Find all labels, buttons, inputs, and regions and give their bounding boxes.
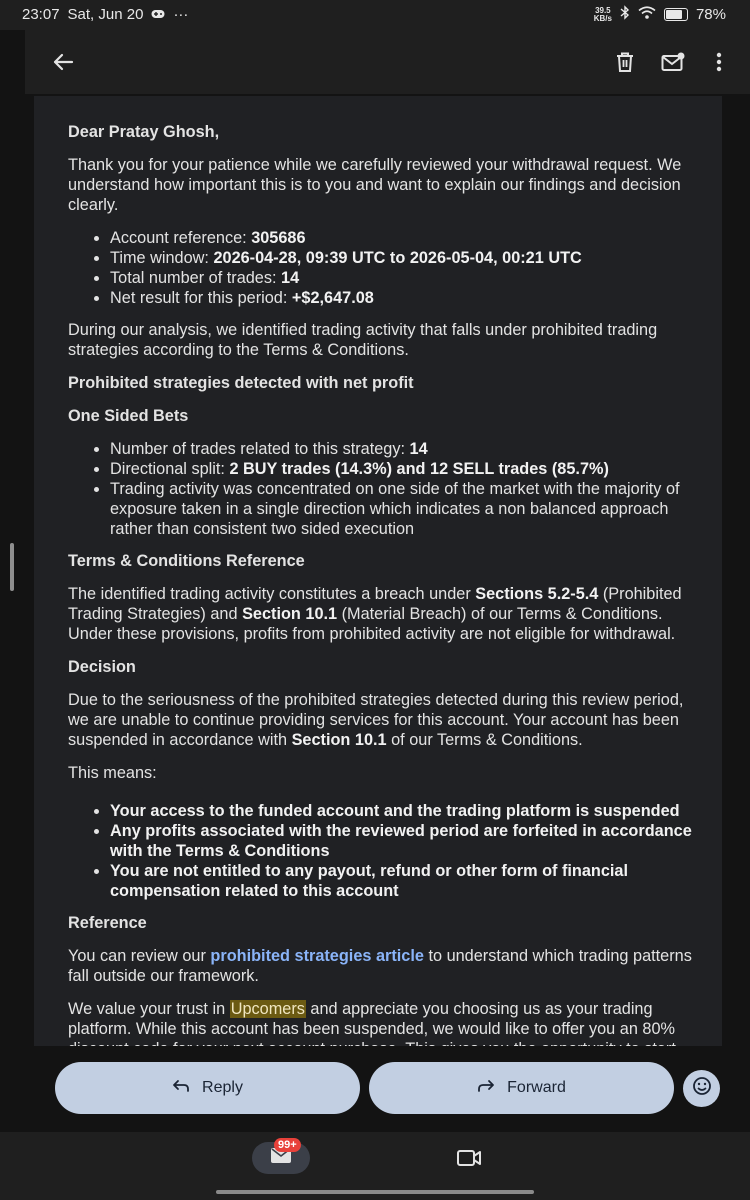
unread-badge: 99+ — [274, 1138, 301, 1152]
decision-paragraph: Due to the seriousness of the prohibited strategies detected during this review period, we are unable to continue providing services for this account. Your account has been suspended in accordance with Section 10.1 of our Terms & Conditions. — [68, 691, 684, 749]
heading-reference: Reference — [68, 914, 147, 932]
list-item: • Your access to the funded account and the trading platform is suspended — [110, 801, 702, 821]
bluetooth-icon — [620, 5, 630, 24]
action-bar — [0, 1046, 750, 1130]
forward-label: Forward — [507, 1079, 566, 1096]
forward-icon — [477, 1079, 495, 1098]
game-controller-icon — [151, 6, 165, 23]
reply-label: Reply — [202, 1079, 243, 1096]
more-vertical-icon[interactable] — [701, 44, 737, 80]
emoji-reaction-button[interactable] — [683, 1070, 720, 1107]
list-item: • Total number of trades: 14 — [110, 268, 702, 288]
prohibited-strategies-link[interactable]: prohibited strategies article — [210, 947, 424, 965]
strategy-list — [68, 439, 702, 539]
scroll-indicator[interactable] — [10, 543, 14, 591]
battery-level: 78% — [695, 6, 726, 23]
app-bar — [25, 30, 750, 94]
email-body[interactable] — [34, 96, 722, 1046]
this-means: This means: — [68, 764, 157, 782]
list-item: • Directional split: 2 BUY trades (14.3%) and 12 SELL trades (85.7%) — [110, 459, 702, 479]
list-item: • Time window: 2026-04-28, 09:39 UTC to 2026-05-04, 00:21 UTC — [110, 248, 702, 268]
trash-icon[interactable] — [607, 44, 643, 80]
list-item: • Trading activity was concentrated on one side of the market with the majority of exposure taken in a single direction which indicates a non balanced approach rather than consistent two sided execution — [110, 479, 702, 539]
list-item: • Any profits associated with the reviewed period are forfeited in accordance with the Terms & Conditions — [110, 821, 702, 861]
list-item: • Account reference: 305686 — [110, 228, 702, 248]
reference-paragraph: You can review our prohibited strategies article to understand which trading patterns fall outside our framework. — [68, 947, 692, 985]
reply-icon — [172, 1079, 190, 1098]
heading-terms: Terms & Conditions Reference — [68, 552, 305, 570]
terms-paragraph: The identified trading activity constitutes a breach under Sections 5.2-5.4 (Prohibited Trading Strategies) and Section 10.1 (Material Breach) of our Terms & Conditions. Under these provisions, profits from prohibited activity are not eligible for withdrawal. — [68, 585, 682, 643]
reply-button[interactable] — [55, 1062, 360, 1114]
list-item: • Number of trades related to this strategy: 14 — [110, 439, 702, 459]
status-date: Sat, Jun 20 — [67, 6, 144, 23]
greeting: Dear Pratay Ghosh, — [68, 123, 220, 141]
analysis-paragraph: During our analysis, we identified trading activity that falls under prohibited trading strategies according to the Terms & Conditions. — [68, 321, 658, 359]
list-item: • You are not entitled to any payout, refund or other form of financial compensation related to this account — [110, 861, 702, 901]
heading-prohibited: Prohibited strategies detected with net profit — [68, 374, 414, 392]
heading-one-sided: One Sided Bets — [68, 407, 189, 425]
arrow-left-icon[interactable] — [45, 44, 81, 80]
network-speed: 39.5 KB/s — [593, 5, 612, 23]
wifi-icon — [638, 6, 656, 23]
video-camera-icon — [456, 1155, 482, 1172]
mail-dot-icon[interactable] — [655, 44, 691, 80]
status-bar — [0, 0, 750, 30]
closing-paragraph: We value your trust in Upcomers and appreciate you choosing us as your trading platform. While this account has been suspended, we would like to offer you an 80% — [68, 1000, 675, 1038]
consequences-list — [68, 801, 702, 901]
smiley-icon — [692, 1076, 712, 1101]
intro-paragraph: Thank you for your patience while we carefully reviewed your withdrawal request. We understand how important this is to you and want to explain our findings and decision clearly. — [68, 156, 682, 214]
highlighted-term: Upcomers — [230, 1000, 305, 1018]
list-item: • Net result for this period: +$2,647.08 — [110, 288, 702, 308]
account-summary-list — [68, 228, 702, 308]
battery-icon — [664, 8, 688, 21]
home-indicator[interactable] — [216, 1190, 534, 1194]
heading-decision: Decision — [68, 658, 136, 676]
status-more: ··· — [173, 6, 189, 23]
forward-button[interactable] — [369, 1062, 674, 1114]
status-time: 23:07 — [22, 6, 60, 23]
nav-meet-tab[interactable] — [456, 1148, 482, 1173]
